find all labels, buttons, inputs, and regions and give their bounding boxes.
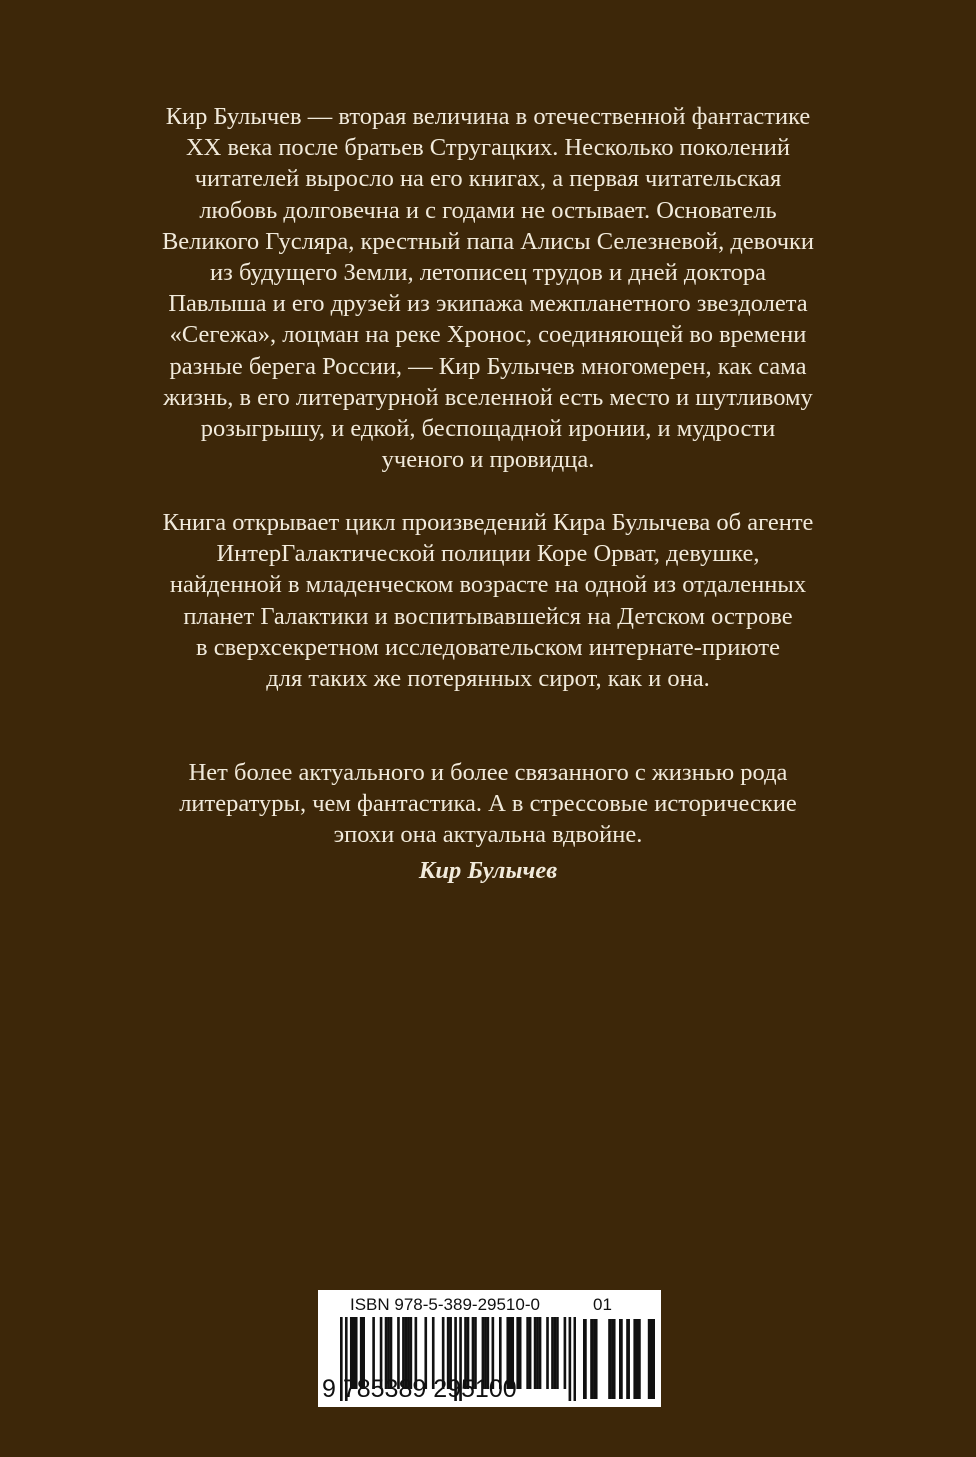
text-line: Кир Булычев — вторая величина в отечественной фантастике: [165, 103, 811, 130]
text-line: планет Галактики и воспитывавшейся на Детском острове: [183, 602, 793, 630]
text-line: Нет более актуального и более связанного с жизнью рода: [188, 759, 788, 786]
text-line: из будущего Земли, летописец трудов и дней доктора: [210, 259, 766, 287]
barcode-bar: [529, 1317, 532, 1389]
barcode-addon-code: 01: [593, 1295, 612, 1314]
barcode-bar: [551, 1317, 554, 1389]
barcode-bar: [536, 1317, 539, 1389]
ean-digits: 9 785389 295100: [322, 1375, 517, 1403]
text-line: для таких же потерянных сирот, как и она.: [266, 665, 710, 693]
text-line: «Сегежа», лоцман на реке Хронос, соединяющей во времени: [169, 321, 807, 349]
barcode-bar: [519, 1317, 522, 1389]
text-line: любовь долговечна и с годами не остывает. Основатель: [199, 196, 777, 224]
addon-bar: [626, 1319, 630, 1399]
text-line: эпохи она актуальна вдвойне.: [333, 821, 643, 849]
barcode-bar: [539, 1317, 542, 1389]
text-line: розыгрышу, и едкой, беспощадной иронии, и мудрости: [200, 415, 776, 443]
addon-bar: [633, 1319, 637, 1399]
text-line: XX века после братьев Стругацких. Несколько поколений: [185, 134, 791, 162]
addon-bar: [608, 1319, 612, 1399]
barcode-bar: [534, 1317, 537, 1389]
barcode-bar: [526, 1317, 529, 1389]
barcode-guard-bar: [574, 1317, 576, 1401]
isbn-label: ISBN 978-5-389-29510-0: [350, 1295, 540, 1314]
barcode-bar: [554, 1317, 557, 1389]
text-line: в сверхсекретном исследовательском интернате-приюте: [196, 633, 780, 661]
addon-bar: [590, 1319, 594, 1399]
barcode-guard-bar: [569, 1317, 572, 1401]
text-line: разные берега России, — Кир Булычев многомерен, как сама: [169, 352, 807, 380]
barcode-bar: [546, 1317, 549, 1389]
addon-bar: [612, 1319, 616, 1399]
text-line: Книга открывает цикл произведений Кира Булычева об агенте: [162, 509, 814, 536]
addon-bars: [583, 1319, 655, 1399]
addon-bar: [583, 1319, 587, 1399]
text-line: Павлыша и его друзей из экипажа межпланетного звездолета: [168, 290, 808, 318]
quote-author: Кир Булычев: [418, 857, 558, 884]
barcode-bar: [564, 1317, 567, 1389]
addon-bar: [619, 1319, 623, 1399]
text-line: Великого Гусляра, крестный папа Алисы Селезневой, девочки: [161, 227, 815, 255]
addon-bar: [651, 1319, 655, 1399]
text-line: ИнтерГалактической полиции Коре Орват, девушке,: [216, 540, 760, 568]
author-description: [100, 101, 876, 475]
addon-bar: [648, 1319, 652, 1399]
author-quote: [100, 757, 876, 851]
text-line: найденной в младенческом возрасте на одной из отдаленных: [169, 571, 807, 599]
barcode-bar: [516, 1317, 519, 1389]
barcode-bar: [556, 1317, 559, 1389]
addon-bar: [594, 1319, 598, 1399]
book-summary: [100, 507, 876, 694]
text-line: жизнь, в его литературной вселенной есть место и шутливому: [163, 383, 813, 411]
isbn-barcode: [318, 1290, 661, 1407]
text-line: ученого и провидца.: [381, 446, 595, 474]
addon-bar: [637, 1319, 641, 1399]
text-line: читателей выросло на его книгах, а первая читательская: [194, 165, 782, 193]
text-line: литературы, чем фантастика. А в стрессовые исторические: [179, 790, 797, 818]
